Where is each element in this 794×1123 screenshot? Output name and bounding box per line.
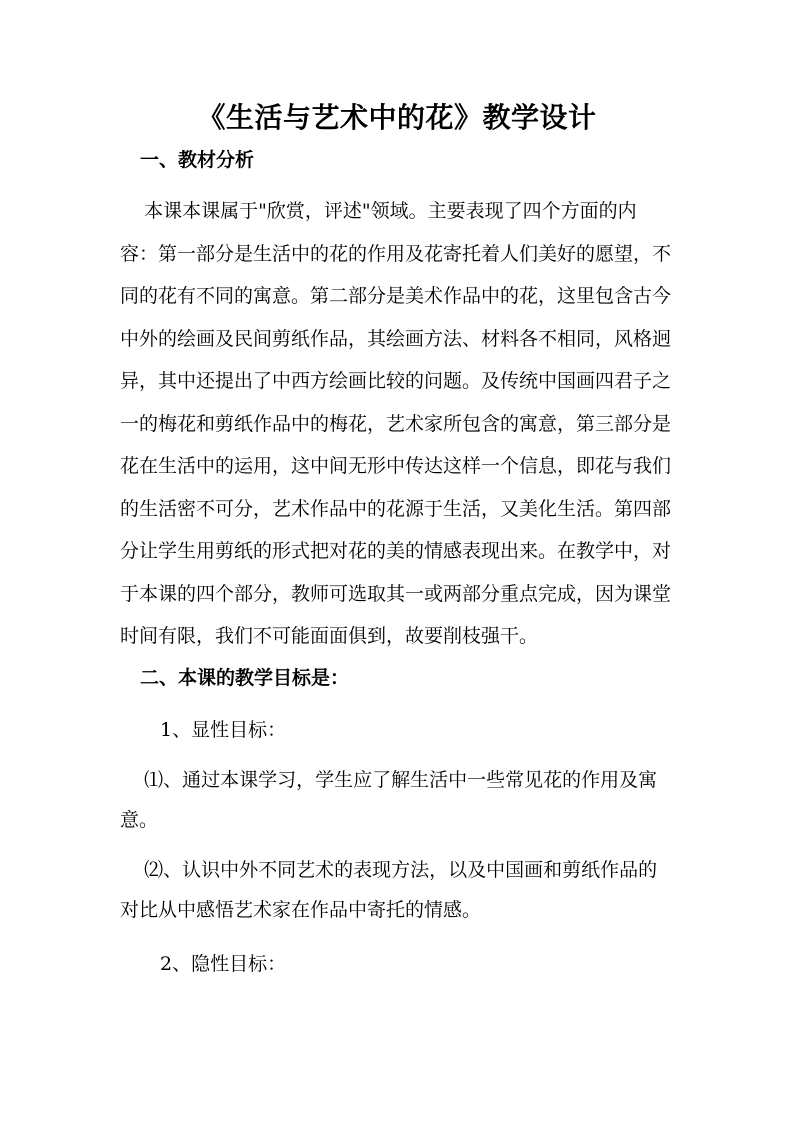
paragraph-line: 本课本课属于"欣赏，评述"领域。主要表现了四个方面的内 [120, 200, 637, 222]
paragraph-line: 的生活密不可分，艺术作品中的花源于生活，又美化生活。第四部 [120, 497, 672, 520]
paragraph-line: 花在生活中的运用，这中间无形中传达这样一个信息，即花与我们 [120, 455, 672, 477]
paragraph-line: 分让学生用剪纸的形式把对花的美的情感表现出来。在教学中，对 [120, 540, 672, 562]
textbook-analysis-paragraph [120, 190, 680, 658]
paragraph-line: 一的梅花和剪纸作品中的梅花，艺术家所包含的寓意，第三部分是 [120, 412, 672, 435]
section-heading-textbook-analysis: 一、教材分析 [140, 149, 255, 171]
objective-line: ⑴、通过本课学习，学生应了解生活中一些常见花的作用及寓 [120, 769, 658, 791]
paragraph-line: 异，其中还提出了中西方绘画比较的问题。及传统中国画四君子之 [120, 370, 672, 392]
objective-line: 对比从中感悟艺术家在作品中寄托的情感。 [120, 899, 482, 921]
paragraph-line: 同的花有不同的寓意。第二部分是美术作品中的花，这里包含古今 [120, 285, 672, 307]
document-title: 《生活与艺术中的花》教学设计 [197, 101, 597, 134]
paragraph-line: 容：第一部分是生活中的花的作用及花寄托着人们美好的愿望，不 [120, 242, 672, 265]
paragraph-line: 时间有限，我们不可能面面俱到，故要削枝强干。 [120, 625, 539, 647]
objective-line: 意。 [120, 809, 159, 831]
section-heading-teaching-objectives: 二、本课的教学目标是： [140, 667, 350, 689]
paragraph-line: 于本课的四个部分，教师可选取其一或两部分重点完成，因为课堂 [120, 582, 672, 605]
paragraph-line: 中外的绘画及民间剪纸作品，其绘画方法、材料各不相同，风格迥 [120, 327, 672, 350]
objective-line: ⑵、认识中外不同艺术的表现方法，以及中国画和剪纸作品的 [120, 859, 658, 881]
objective-item-2 [120, 850, 680, 930]
explicit-objectives-label: 1、显性目标： [160, 719, 287, 741]
objective-item-1 [120, 760, 680, 840]
implicit-objectives-label: 2、隐性目标： [160, 953, 287, 975]
